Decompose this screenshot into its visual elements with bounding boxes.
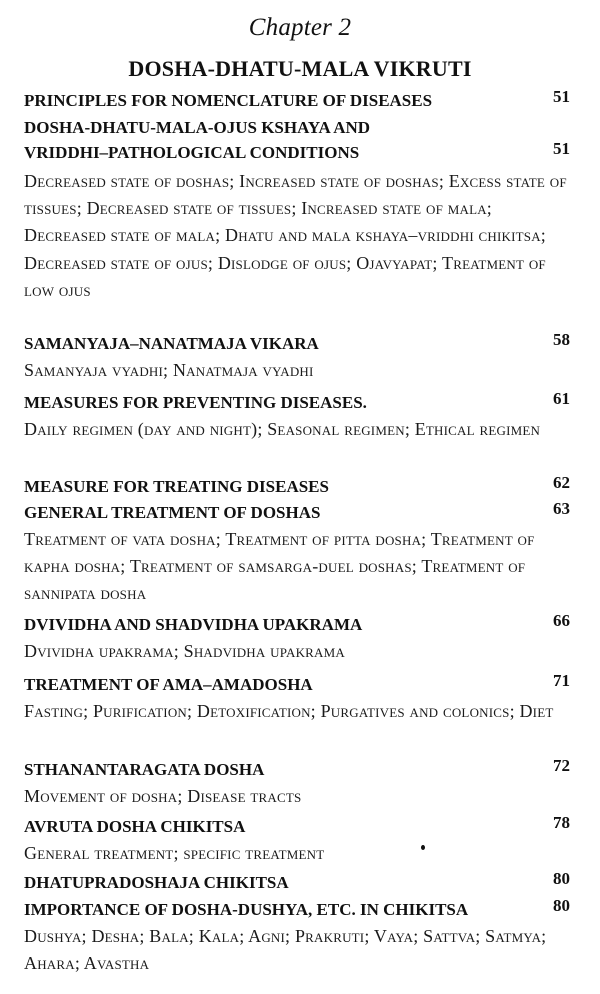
toc-entry [24,757,572,810]
toc-heading [24,500,572,526]
toc-page-number: 80 [553,869,570,888]
toc-subtopics: Dvividha upakrama; Shadvidha upakrama [24,641,345,661]
chapter-title: DOSHA-DHATU-MALA VIKRUTI [128,56,472,81]
toc-subtopics: Treatment of vata dosha; Treatment of pitta dosha; Treatment of kapha dosha; Treatment of samsarga-duel doshas; Treatment of sannipata dosha [24,529,535,604]
toc-entry [24,814,572,867]
toc-heading [24,115,572,165]
toc-page-number: 72 [553,756,570,775]
toc-heading [24,897,572,923]
toc-page-number: 78 [553,813,570,832]
toc-heading-text: DHATUPRADOSHAJA CHIKITSA [24,873,289,892]
toc-heading-text: SAMANYAJA–NANATMAJA VIKARA [24,334,319,353]
toc-page-number: 51 [553,87,570,106]
toc-page-number: 63 [553,499,570,518]
toc-entry [24,331,572,384]
toc-subtopics: General treatment; specific treatment [24,843,325,863]
toc-page-number: 62 [553,473,570,492]
toc-heading-text: PRINCIPLES FOR NOMENCLATURE OF DISEASES [24,91,433,110]
toc-heading [24,390,572,416]
toc-entry [24,897,572,977]
toc-heading [24,612,572,638]
toc-page-number: 61 [553,389,570,408]
toc-page-number: 71 [553,671,570,690]
toc-subtopics: Movement of dosha; Disease tracts [24,786,302,806]
toc-heading-text: STHANANTARAGATA DOSHA [24,760,265,779]
toc-heading-text: TREATMENT OF AMA–AMADOSHA [24,675,313,694]
toc-subtopics: Daily regimen (day and night); Seasonal regimen; Ethical regimen [24,419,541,439]
toc-heading-text: IMPORTANCE OF DOSHA-DUSHYA, ETC. IN CHIKITSA [24,900,469,919]
toc-heading [24,870,572,896]
toc-heading [24,474,572,500]
toc-page-number: 51 [553,139,570,158]
toc-heading-text: GENERAL TREATMENT OF DOSHAS [24,503,321,522]
toc-entry [24,474,572,500]
toc-heading-text: AVRUTA DOSHA CHIKITSA [24,817,246,836]
toc-entry [24,612,572,665]
toc-heading [24,814,572,840]
toc-heading-text: DOSHA-DHATU-MALA-OJUS KSHAYA AND VRIDDHI–PATHOLOGICAL CONDITIONS [24,118,371,162]
toc-heading-text: DVIVIDHA AND SHADVIDHA UPAKRAMA [24,615,363,634]
toc-heading-text: MEASURES FOR PREVENTING DISEASES. [24,393,367,412]
ink-speck [421,845,425,850]
toc-entry [24,500,572,608]
toc-subtopics: Dushya; Desha; Bala; Kala; Agni; Prakruti; Vaya; Sattva; Satmya; Ahara; Avastha [24,926,547,974]
toc-page-number: 58 [553,330,570,349]
toc-heading [24,672,572,698]
toc-entry [24,88,572,114]
toc-page-number: 66 [553,611,570,630]
toc-heading-text: MEASURE FOR TREATING DISEASES [24,477,329,496]
toc-entry [24,870,572,896]
toc-subtopics: Decreased state of doshas; Increased state of doshas; Excess state of tissues; Decreased state of tissues; Increased state of mala; Decreased state of mala; Dhatu and mala kshaya–vriddhi chikitsa; Decreased state of ojus; Dislodge of ojus; Ojavyapat; Treatment of low ojus [24,171,567,300]
toc-entry [24,672,572,725]
toc-heading [24,757,572,783]
toc-page-number: 80 [553,896,570,915]
toc-heading [24,331,572,357]
chapter-label: Chapter 2 [248,14,352,41]
toc-subtopics: Fasting; Purification; Detoxification; Purgatives and colonics; Diet [24,701,554,721]
toc-heading [24,88,572,114]
toc-subtopics: Samanyaja vyadhi; Nanatmaja vyadhi [24,360,314,380]
toc-entry [24,115,572,304]
toc-entry [24,390,572,443]
